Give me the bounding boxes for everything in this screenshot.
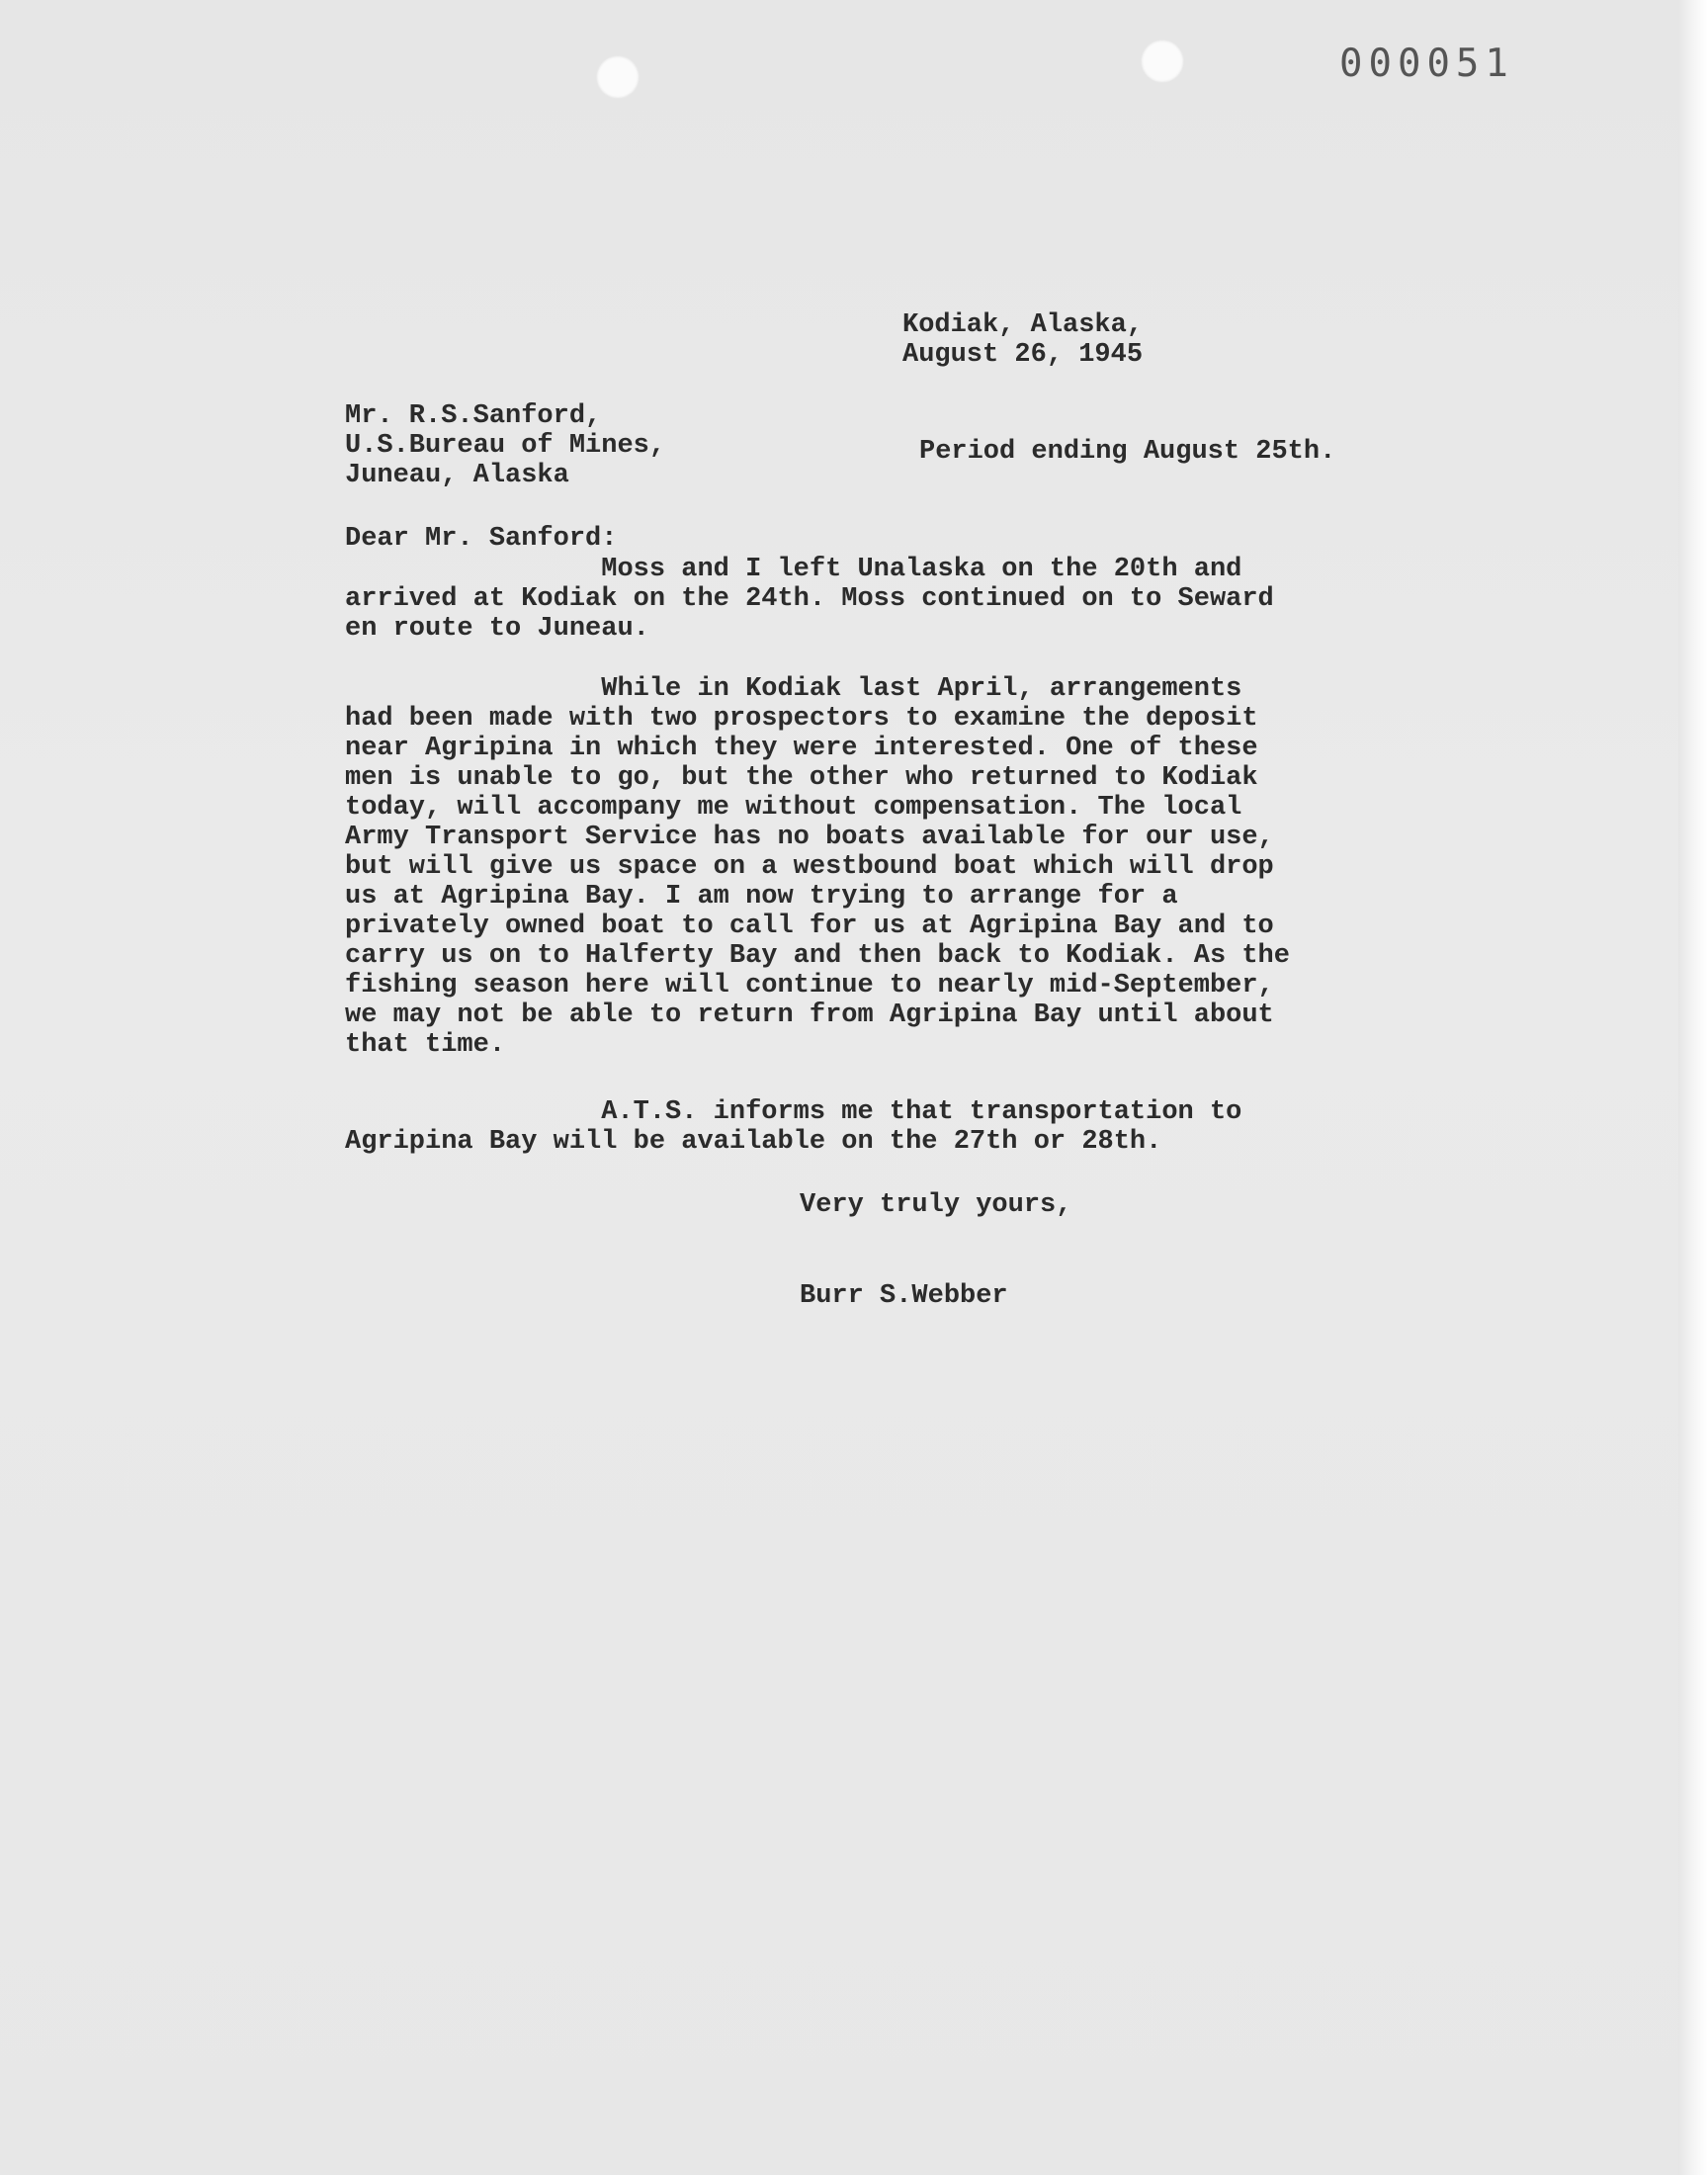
paragraph-line: men is unable to go, but the other who returned to Kodiak bbox=[345, 763, 1258, 793]
paragraph-line: near Agripina in which they were interested. One of these bbox=[345, 734, 1258, 763]
addressee-org: U.S.Bureau of Mines, bbox=[345, 431, 666, 461]
closing: Very truly yours, bbox=[800, 1190, 1072, 1220]
paragraph-line: Agripina Bay will be available on the 27th or 28th. bbox=[345, 1127, 1162, 1157]
salutation: Dear Mr. Sanford: bbox=[345, 524, 618, 554]
period-note: Period ending August 25th. bbox=[919, 437, 1336, 467]
punch-hole-left bbox=[596, 55, 640, 99]
paragraph-line: en route to Juneau. bbox=[345, 614, 649, 644]
paragraph-line: that time. bbox=[345, 1030, 506, 1060]
place-line: Kodiak, Alaska, bbox=[902, 310, 1144, 340]
paragraph-1 bbox=[345, 555, 1274, 644]
paragraph-line: arrived at Kodiak on the 24th. Moss continued on to Seward bbox=[345, 584, 1274, 614]
paragraph-line: While in Kodiak last April, arrangements bbox=[345, 674, 1242, 704]
paragraph-line: fishing season here will continue to nearly mid-September, bbox=[345, 971, 1274, 1000]
place-date-block bbox=[902, 310, 1143, 370]
date-line: August 26, 1945 bbox=[902, 340, 1144, 370]
paragraph-line: A.T.S. informs me that transportation to bbox=[345, 1097, 1242, 1127]
page-edge bbox=[1678, 0, 1708, 2175]
paragraph-line: us at Agripina Bay. I am now trying to arrange for a bbox=[345, 882, 1178, 912]
paragraph-line: had been made with two prospectors to examine the deposit bbox=[345, 704, 1258, 734]
signature: Burr S.Webber bbox=[800, 1281, 1008, 1311]
paragraph-line: carry us on to Halferty Bay and then back to Kodiak. As the bbox=[345, 941, 1290, 971]
addressee-name: Mr. R.S.Sanford, bbox=[345, 401, 602, 431]
paragraph-line: today, will accompany me without compensation. The local bbox=[345, 793, 1242, 823]
addressee-city: Juneau, Alaska bbox=[345, 461, 569, 490]
paragraph-line: Moss and I left Unalaska on the 20th and bbox=[345, 555, 1242, 584]
document-number: 000051 bbox=[1339, 42, 1514, 86]
paragraph-line: Army Transport Service has no boats available for our use, bbox=[345, 823, 1274, 852]
paragraph-line: but will give us space on a westbound boat which will drop bbox=[345, 852, 1274, 882]
addressee-block bbox=[345, 401, 665, 490]
paragraph-3 bbox=[345, 1097, 1241, 1157]
punch-hole-right bbox=[1141, 40, 1184, 83]
paragraph-line: we may not be able to return from Agripina Bay until about bbox=[345, 1000, 1274, 1030]
paragraph-2 bbox=[345, 674, 1290, 1060]
paragraph-line: privately owned boat to call for us at Agripina Bay and to bbox=[345, 912, 1274, 941]
